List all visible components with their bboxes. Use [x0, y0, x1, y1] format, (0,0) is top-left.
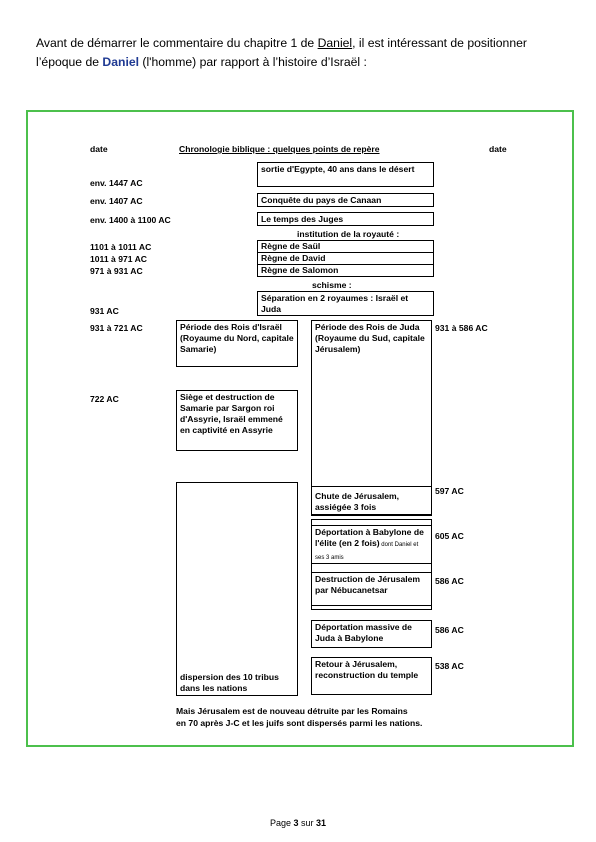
date-header-right: date	[489, 144, 507, 154]
israel-period-box	[176, 320, 298, 367]
left-date: env. 1400 à 1100 AC	[90, 215, 171, 225]
reign-label: Règne de Saül	[261, 241, 321, 251]
destruction-box	[311, 572, 432, 610]
event-box-exodus	[257, 162, 434, 187]
event-label: dispersion des 10 tribus dans les nations	[180, 672, 279, 693]
left-date: 1011 à 971 AC	[90, 254, 148, 264]
event-label: Chute de Jérusalem, assiégée 3 fois	[315, 491, 400, 512]
royalty-heading: institution de la royauté :	[297, 229, 400, 239]
event-label: Séparation en 2 royaumes : Israël et Juda	[261, 293, 409, 314]
reign-box-solomon	[257, 264, 434, 277]
footer-text: sur	[298, 818, 317, 828]
left-date: 722 AC	[90, 394, 119, 404]
samaria-siege-box	[176, 390, 298, 451]
footnote-line-2: en 70 après J-C et les juifs sont dispersés parmi les nations.	[176, 718, 423, 728]
intro-text: , il est intéressant de positionner	[352, 36, 527, 50]
event-label: Retour à Jérusalem, reconstruction du temple	[315, 659, 419, 680]
left-date: 971 à 931 AC	[90, 266, 143, 276]
event-note: dont Daniel et ses 3 amis	[315, 542, 419, 561]
event-box-judges	[257, 212, 434, 226]
chronology-title: Chronologie biblique : quelques points de repère	[179, 144, 380, 154]
intro-text: l’époque de	[36, 55, 103, 69]
page-total: 31	[316, 818, 327, 828]
event-label: Période des Rois de Juda (Royaume du Sud, capitale Jérusalem)	[315, 322, 425, 354]
page-footer	[0, 818, 596, 828]
right-date: 538 AC	[435, 661, 464, 671]
intro-line-2	[36, 53, 576, 72]
reign-label: Règne de David	[261, 253, 326, 263]
footer-text: Page	[269, 818, 294, 828]
event-label: Conquête du pays de Canaan	[261, 195, 382, 205]
event-label: Déportation à Babylone de l'élite (en 2 fois)	[315, 527, 424, 548]
page-number: 3	[293, 818, 299, 828]
left-date: 1101 à 1011 AC	[90, 242, 152, 252]
footnote-line-1: Mais Jérusalem est de nouveau détruite par les Romains	[176, 706, 408, 716]
event-label: Le temps des Juges	[261, 214, 344, 224]
deportation-box	[311, 525, 432, 564]
intro-line-1	[36, 34, 576, 53]
daniel-link[interactable]: Daniel	[317, 36, 353, 50]
intro-text: Avant de démarrer le commentaire du chapitre 1 de	[36, 36, 318, 50]
right-date: 586 AC	[435, 625, 464, 635]
right-date: 586 AC	[435, 576, 464, 586]
daniel-name: Daniel	[102, 55, 139, 69]
event-label: Déportation massive de Juda à Babylone	[315, 622, 412, 643]
intro-text: (l'homme) par rapport à l’histoire d’Israël :	[139, 55, 367, 69]
right-date: 605 AC	[435, 531, 464, 541]
right-date: 931 à 586 AC	[435, 323, 488, 333]
left-date: 931 à 721 AC	[90, 323, 143, 333]
left-date: env. 1407 AC	[90, 196, 143, 206]
event-label: Période des Rois d'Israël (Royaume du Nord, capitale Samarie)	[180, 322, 294, 354]
event-box-separation	[257, 291, 434, 316]
intro-paragraph	[36, 34, 576, 72]
jerusalem-fall-box	[311, 486, 432, 516]
dispersion-box	[176, 482, 298, 696]
left-date: env. 1447 AC	[90, 178, 143, 188]
event-label: Destruction de Jérusalem par Nébucanetsar	[315, 574, 421, 595]
date-header-left: date	[90, 144, 108, 154]
return-box	[311, 657, 432, 695]
reign-label: Règne de Salomon	[261, 265, 339, 275]
event-box-conquest	[257, 193, 434, 207]
schism-heading: schisme :	[312, 280, 352, 290]
left-date: 931 AC	[90, 306, 119, 316]
event-label: Siège et destruction de Samarie par Sargon roi d'Assyrie, Israël emmené en captivité en Assyrie	[180, 392, 283, 435]
chronology-frame	[26, 110, 574, 747]
event-label: sortie d'Egypte, 40 ans dans le désert	[261, 164, 415, 174]
mass-deportation-box	[311, 620, 432, 648]
right-date: 597 AC	[435, 486, 464, 496]
